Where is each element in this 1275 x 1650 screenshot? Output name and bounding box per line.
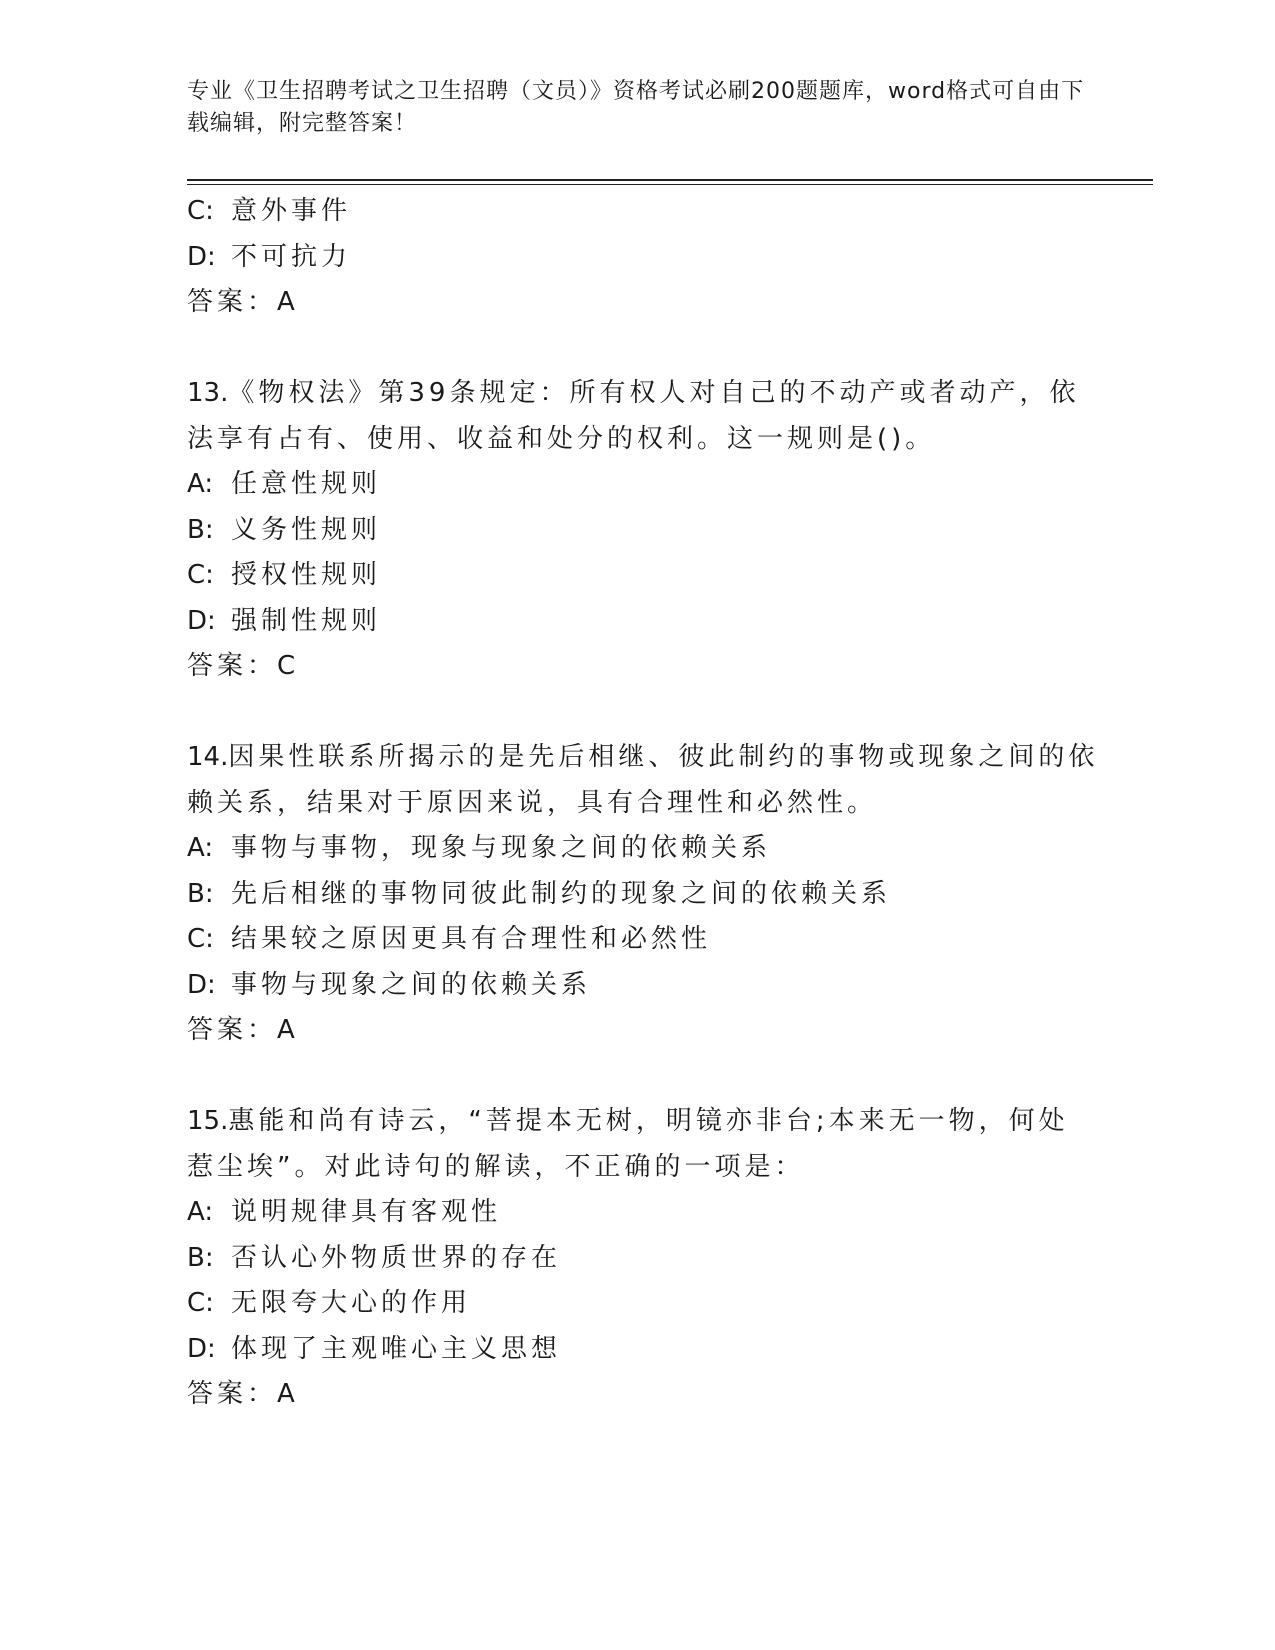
option-letter: C: — [187, 1288, 214, 1318]
option-c — [187, 917, 1087, 963]
spacer — [187, 1054, 1087, 1100]
option-d — [187, 963, 1087, 1009]
answer-line: 答案：A — [187, 1379, 299, 1409]
question-number: 15. — [187, 1106, 229, 1136]
page-header: 专业《卫生招聘考试之卫生招聘（文员）》资格考试必刷200题题库，word格式可自由下载编辑，附完整答案！ — [187, 79, 1085, 136]
option-letter: A: — [187, 833, 214, 863]
question-content — [187, 189, 1099, 1418]
question-stem-line — [187, 735, 1099, 781]
question-text: 惠能和尚有诗云，“菩提本无树，明镜亦非台;本来无一物，何处 — [228, 1106, 1069, 1136]
option-c — [187, 553, 1087, 599]
option-c — [187, 1281, 1087, 1327]
header-divider — [187, 179, 1153, 181]
option-letter: C: — [187, 560, 214, 590]
option-d — [187, 599, 1087, 645]
option-text: 事物与现象之间的依赖关系 — [231, 969, 592, 1000]
question-12-tail — [187, 189, 1087, 326]
option-letter: D: — [187, 241, 216, 272]
question-13 — [187, 371, 1087, 690]
question-stem-line: 惹尘埃”。对此诗句的解读，不正确的一项是： — [187, 1151, 805, 1182]
spacer — [187, 326, 1087, 372]
option-c — [187, 189, 1087, 235]
spacer — [187, 690, 1087, 736]
header-divider-thin — [187, 184, 1153, 185]
question-stem-line: 法享有占有、使用、收益和处分的权利。这一规则是()。 — [187, 423, 936, 454]
question-text: 因果性联系所揭示的是先后相继、彼此制约的事物或现象之间的依 — [228, 742, 1099, 772]
option-letter: C: — [187, 924, 214, 954]
option-a — [187, 1190, 1087, 1236]
option-d — [187, 1327, 1087, 1373]
option-a — [187, 826, 1087, 872]
option-letter: D: — [187, 969, 216, 1000]
option-letter: D: — [187, 605, 216, 636]
question-number: 14. — [187, 742, 229, 772]
option-letter: D: — [187, 1333, 216, 1364]
option-letter: B: — [187, 878, 214, 909]
answer-line: 答案：C — [187, 651, 300, 681]
option-text: 不可抗力 — [231, 241, 352, 272]
question-number: 13. — [187, 378, 229, 408]
option-b — [187, 872, 1087, 918]
question-stem-line — [187, 371, 1087, 417]
option-b — [187, 1236, 1087, 1282]
option-text: 无限夸大心的作用 — [231, 1288, 472, 1318]
option-letter: C: — [187, 196, 214, 226]
option-text: 体现了主观唯心主义思想 — [231, 1333, 562, 1364]
option-b — [187, 508, 1087, 554]
answer-line: 答案：A — [187, 287, 299, 317]
option-text: 义务性规则 — [231, 514, 382, 545]
question-14 — [187, 735, 1099, 1054]
answer-line: 答案：A — [187, 1015, 299, 1045]
question-stem-line — [187, 1099, 1087, 1145]
option-text: 意外事件 — [231, 196, 352, 226]
option-text: 先后相继的事物同彼此制约的现象之间的依赖关系 — [231, 878, 892, 909]
option-letter: B: — [187, 1242, 214, 1273]
option-text: 事物与事物，现象与现象之间的依赖关系 — [231, 833, 772, 863]
option-text: 否认心外物质世界的存在 — [231, 1242, 562, 1273]
question-stem-line: 赖关系，结果对于原因来说，具有合理性和必然性。 — [187, 787, 878, 818]
option-text: 强制性规则 — [231, 605, 382, 636]
option-text: 结果较之原因更具有合理性和必然性 — [231, 924, 712, 954]
option-text: 授权性规则 — [231, 560, 382, 590]
option-d — [187, 235, 1087, 281]
question-text: 《物权法》第39条规定：所有权人对自己的不动产或者动产，依 — [228, 378, 1080, 408]
option-a — [187, 462, 1087, 508]
question-15 — [187, 1099, 1087, 1418]
option-letter: A: — [187, 1197, 214, 1227]
option-text: 说明规律具有客观性 — [231, 1197, 502, 1227]
option-letter: B: — [187, 514, 214, 545]
option-text: 任意性规则 — [231, 469, 382, 499]
option-letter: A: — [187, 469, 214, 499]
